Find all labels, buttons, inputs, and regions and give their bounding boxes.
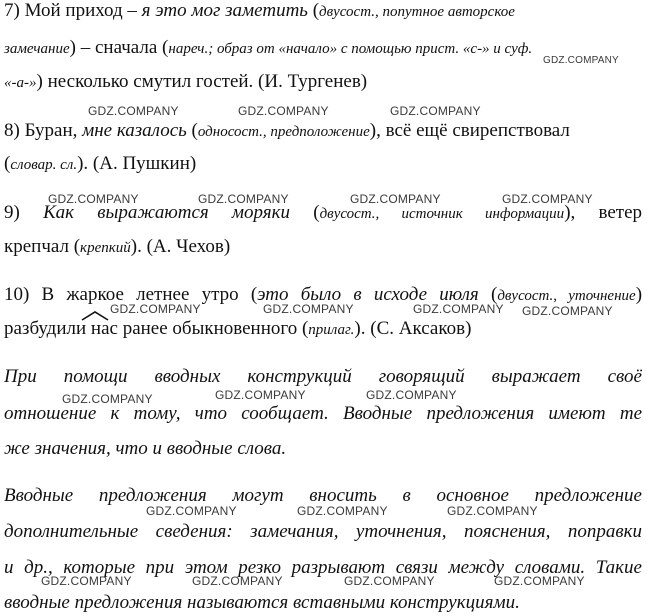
rule-2-line-1: Вводные предложения могут вносить в основное предложение — [4, 485, 642, 506]
plain-text: 7) Мой приход – — [4, 0, 142, 21]
plain-text: ) – сначала ( — [69, 37, 169, 58]
grammar-note: двусост., уточнение — [497, 288, 636, 304]
plain-text: ), всё ещё свирепствовал — [369, 120, 570, 141]
grammar-note: двусост., источник информации — [319, 206, 565, 222]
plain-text: ) — [635, 284, 643, 305]
grammar-note: замечание — [4, 41, 70, 57]
watermark: GDZ.COMPANY — [543, 55, 619, 66]
plain-text: ( — [290, 202, 320, 223]
watermark: GDZ.COMPANY — [48, 192, 139, 206]
sentence-8-line-1 — [4, 120, 642, 143]
watermark: GDZ.COMPANY — [215, 388, 306, 402]
rule-1-line-2: отношение к тому, что сообщает. Вводные предложения имеют те — [4, 403, 642, 424]
watermark: GDZ.COMPANY — [192, 574, 283, 588]
watermark: GDZ.COMPANY — [297, 504, 388, 518]
watermark: GDZ.COMPANY — [110, 302, 201, 316]
grammar-note: крепкий — [80, 240, 131, 256]
grammar-note: двусост., попутное авторское — [319, 4, 515, 20]
watermark: GDZ.COMPANY — [522, 304, 613, 318]
watermark: GDZ.COMPANY — [390, 104, 481, 118]
plain-text: 9) — [4, 202, 44, 223]
plain-text: ). (А. Пушкин) — [77, 153, 197, 174]
plain-text: ( — [478, 284, 498, 305]
plain-text: крепчал ( — [4, 236, 81, 257]
parenthetical-text: это было в исходе июля — [257, 284, 479, 305]
sentence-9-line-2 — [4, 236, 642, 259]
arc-path — [82, 312, 108, 320]
grammar-note: прилаг. — [308, 322, 355, 338]
plain-text: ) несколько смутил гостей. (И. Тургенев) — [36, 71, 368, 92]
plain-text: 8) Буран, — [4, 120, 83, 141]
sentence-7-line-1 — [4, 0, 642, 23]
plain-text: 10) В жаркое летнее утро ( — [4, 284, 258, 305]
watermark: GDZ.COMPANY — [88, 104, 179, 118]
plain-text: ). (С. Аксаков) — [354, 318, 472, 339]
sentence-7-line-3 — [4, 71, 642, 94]
watermark: GDZ.COMPANY — [198, 192, 289, 206]
watermark: GDZ.COMPANY — [413, 302, 504, 316]
morphology-note: «-а-» — [4, 75, 37, 91]
watermark: GDZ.COMPANY — [62, 392, 153, 406]
watermark: GDZ.COMPANY — [41, 574, 132, 588]
watermark: GDZ.COMPANY — [366, 388, 457, 402]
rule-2-line-4: вводные предложения называются вставными конструкциями. — [4, 592, 520, 613]
morpheme-ending-arc — [80, 310, 110, 322]
rule-1-line-3: же значения, что и вводные слова. — [4, 438, 287, 459]
watermark: GDZ.COMPANY — [238, 104, 329, 118]
watermark: GDZ.COMPANY — [502, 192, 593, 206]
watermark: GDZ.COMPANY — [344, 574, 435, 588]
plain-text: ), ветер — [564, 202, 643, 223]
parenthetical-text: я это мог заметить — [141, 0, 308, 21]
parenthetical-text: мне казалось — [82, 120, 187, 141]
watermark: GDZ.COMPANY — [263, 302, 354, 316]
plain-text: разбудили нас ранее обыкновенного ( — [4, 318, 309, 339]
plain-text: ). (А. Чехов) — [130, 236, 231, 257]
plain-text: ( — [4, 153, 11, 174]
rule-1-line-1: При помощи вводных конструкций говорящий выражает своё — [4, 366, 642, 387]
watermark: GDZ.COMPANY — [146, 504, 237, 518]
grammar-note: словар. сл. — [10, 157, 78, 173]
grammar-note: односост., предположение — [197, 124, 370, 140]
sentence-8-line-2 — [4, 153, 642, 176]
morphology-note: нареч.; образ от «начало» с помощью прист. «с-» и суф. — [168, 41, 533, 57]
rule-2-line-2: дополнительные сведения: замечания, уточнения, пояснения, поправки — [4, 521, 642, 542]
plain-text: ( — [186, 120, 198, 141]
watermark: GDZ.COMPANY — [350, 192, 441, 206]
parenthetical-text: Как выражаются моряки — [43, 202, 291, 223]
plain-text: ( — [307, 0, 320, 21]
rule-2-line-3: и др., которые при этом резко разрывают связи между словами. Такие — [4, 557, 642, 578]
watermark: GDZ.COMPANY — [447, 504, 538, 518]
watermark: GDZ.COMPANY — [494, 574, 585, 588]
